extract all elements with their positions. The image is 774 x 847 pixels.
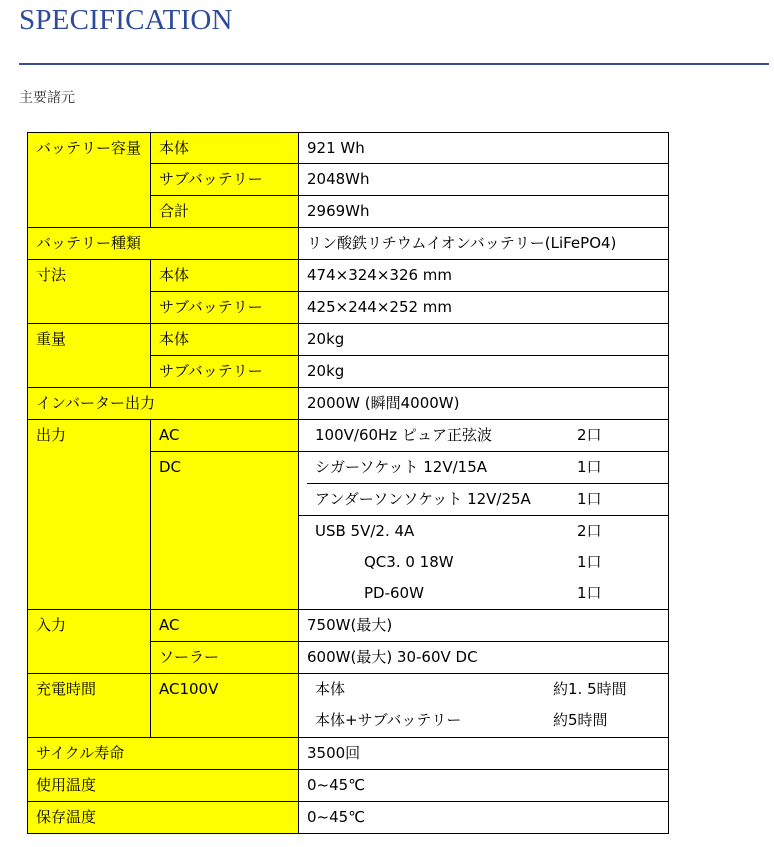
row-label-output: 出力 bbox=[28, 420, 151, 610]
output-pd-line bbox=[307, 578, 668, 609]
output-anderson-qty: 1口 bbox=[577, 490, 602, 508]
table-row bbox=[28, 324, 669, 356]
charge-main-time: 約1. 5時間 bbox=[553, 680, 627, 698]
sub-label: サブバッテリー bbox=[151, 292, 299, 324]
output-anderson-value: アンダーソンソケット 12V/25A bbox=[315, 490, 531, 508]
row-label-operating-temp: 使用温度 bbox=[28, 770, 299, 802]
table-row bbox=[28, 133, 669, 164]
table-row bbox=[28, 674, 669, 738]
output-cigar-value: シガーソケット 12V/15A bbox=[315, 458, 488, 476]
cell-value: 2969Wh bbox=[299, 196, 669, 228]
output-usb-value: USB 5V/2. 4A bbox=[315, 522, 415, 540]
charge-combo-time: 約5時間 bbox=[553, 711, 608, 729]
row-label-charge-time: 充電時間 bbox=[28, 674, 151, 738]
row-label-cycle-life: サイクル寿命 bbox=[28, 738, 299, 770]
row-label-battery-type: バッテリー種類 bbox=[28, 228, 299, 260]
cell-value bbox=[299, 452, 669, 516]
sub-label: サブバッテリー bbox=[151, 356, 299, 388]
row-label-inverter: インバーター出力 bbox=[28, 388, 299, 420]
row-label-storage-temp: 保存温度 bbox=[28, 802, 299, 834]
output-qc-value: QC3. 0 18W bbox=[364, 553, 454, 571]
table-row bbox=[28, 770, 669, 802]
section-subtitle: 主要諸元 bbox=[19, 90, 75, 106]
title-divider bbox=[19, 63, 769, 65]
sub-label: サブバッテリー bbox=[151, 164, 299, 196]
output-usb-line bbox=[307, 516, 668, 547]
cell-value: 921 Wh bbox=[299, 133, 669, 164]
charge-combo-line bbox=[307, 705, 668, 736]
row-label-dimensions: 寸法 bbox=[28, 260, 151, 324]
output-pd-qty: 1口 bbox=[577, 584, 602, 602]
sub-label: AC bbox=[151, 420, 299, 452]
output-qc-qty: 1口 bbox=[577, 553, 602, 571]
cell-value: 0~45℃ bbox=[299, 802, 669, 834]
table-row bbox=[28, 228, 669, 260]
cell-value: 0~45℃ bbox=[299, 770, 669, 802]
sub-label: ソーラー bbox=[151, 642, 299, 674]
output-ac-line bbox=[307, 420, 668, 451]
table-row bbox=[28, 802, 669, 834]
table-row bbox=[28, 260, 669, 292]
cell-value: 474×324×326 mm bbox=[299, 260, 669, 292]
cell-value bbox=[299, 420, 669, 452]
cell-value: 750W(最大) bbox=[299, 610, 669, 642]
output-anderson-line bbox=[307, 484, 668, 515]
charge-combo-label: 本体+サブバッテリー bbox=[315, 711, 462, 729]
table-row bbox=[28, 738, 669, 770]
sub-label: 本体 bbox=[151, 260, 299, 292]
output-qc-line bbox=[307, 547, 668, 578]
sub-label: AC bbox=[151, 610, 299, 642]
row-label-battery-capacity: バッテリー容量 bbox=[28, 133, 151, 228]
output-pd-value: PD-60W bbox=[364, 584, 424, 602]
cell-value: リン酸鉄リチウムイオンバッテリー(LiFePO4) bbox=[299, 228, 669, 260]
table-row bbox=[28, 610, 669, 642]
row-label-weight: 重量 bbox=[28, 324, 151, 388]
cell-value: 425×244×252 mm bbox=[299, 292, 669, 324]
sub-label: 本体 bbox=[151, 324, 299, 356]
cell-value: 2000W (瞬間4000W) bbox=[299, 388, 669, 420]
table-row bbox=[28, 420, 669, 452]
charge-main-label: 本体 bbox=[315, 680, 346, 698]
cell-value bbox=[299, 516, 669, 610]
output-ac-value: 100V/60Hz ピュア正弦波 bbox=[315, 426, 492, 444]
cell-value: 600W(最大) 30-60V DC bbox=[299, 642, 669, 674]
output-ac-qty: 2口 bbox=[577, 426, 602, 444]
sub-label: 合計 bbox=[151, 196, 299, 228]
sub-label: AC100V bbox=[151, 674, 299, 738]
output-usb-qty: 2口 bbox=[577, 522, 602, 540]
cell-value bbox=[299, 674, 669, 738]
row-label-input: 入力 bbox=[28, 610, 151, 674]
output-cigar-qty: 1口 bbox=[577, 458, 602, 476]
spec-table bbox=[27, 132, 669, 834]
output-cigar-line bbox=[307, 452, 668, 484]
cell-value: 2048Wh bbox=[299, 164, 669, 196]
page-title: SPECIFICATION bbox=[19, 4, 233, 36]
sub-label: DC bbox=[151, 452, 299, 610]
table-row bbox=[28, 388, 669, 420]
charge-main-line bbox=[307, 674, 668, 705]
cell-value: 3500回 bbox=[299, 738, 669, 770]
cell-value: 20kg bbox=[299, 356, 669, 388]
sub-label: 本体 bbox=[151, 133, 299, 164]
cell-value: 20kg bbox=[299, 324, 669, 356]
